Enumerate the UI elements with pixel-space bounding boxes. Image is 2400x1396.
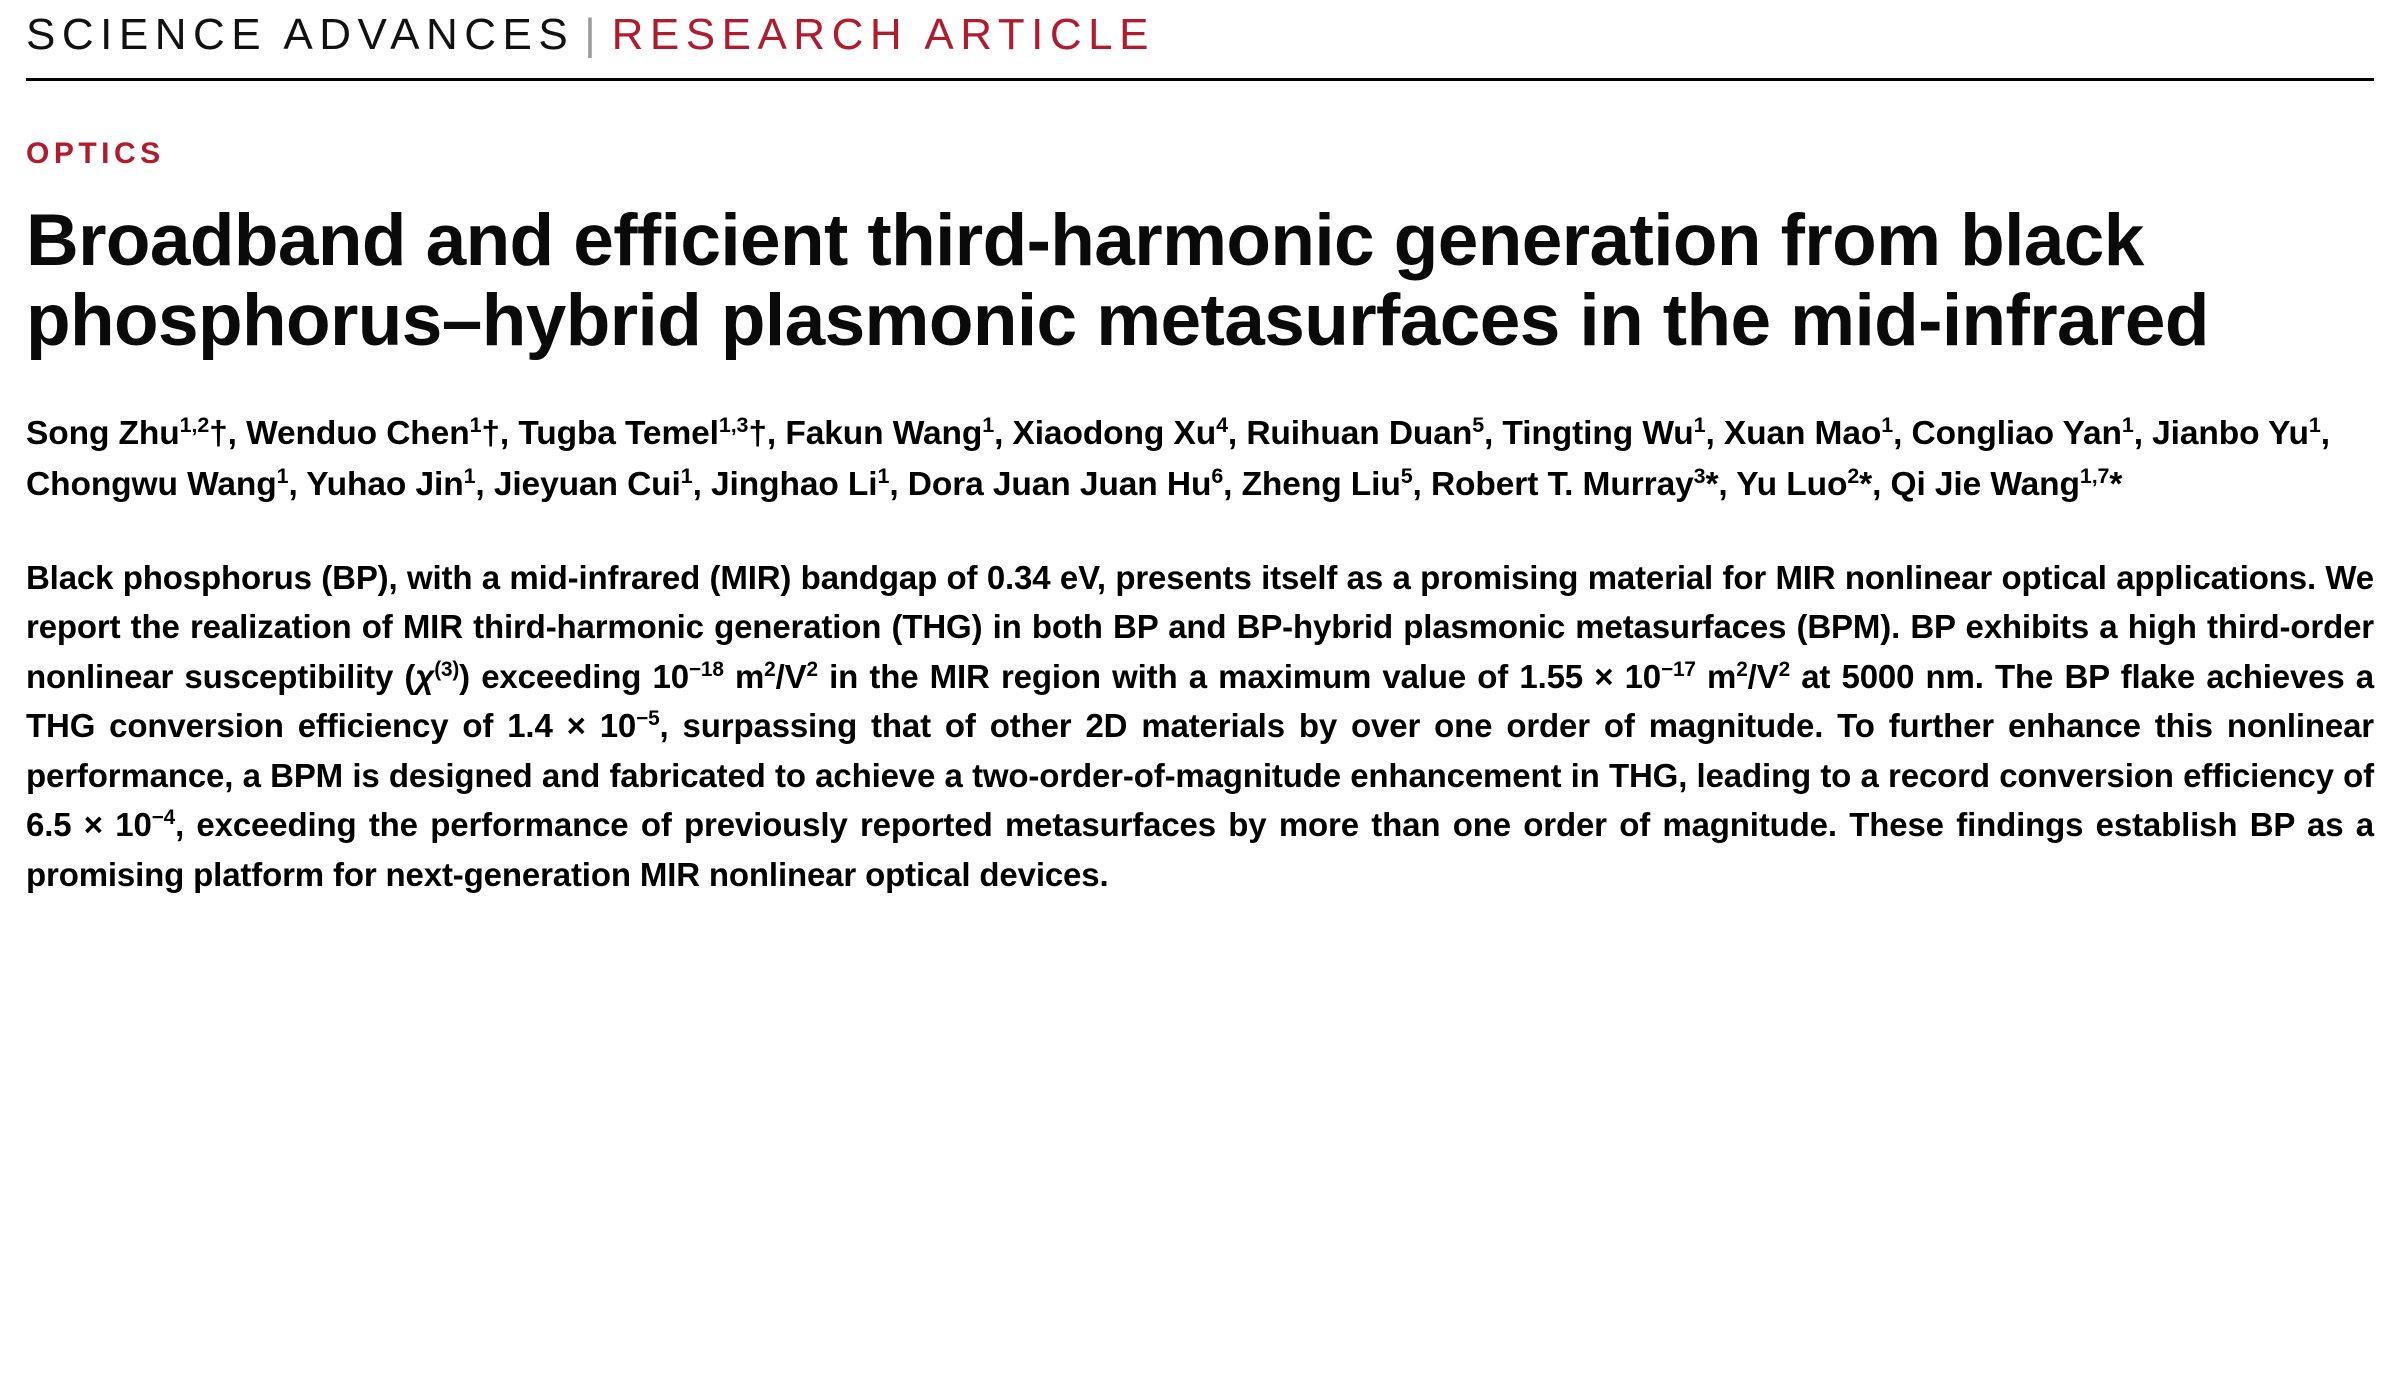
article-type-label: RESEARCH ARTICLE — [611, 10, 1155, 59]
author-list: Song Zhu$^{1,2}$†, Wenduo Chen$^1$†, Tugba Temel$^{1,3}$†, Fakun Wang$^1$, Xiaodong Xu$^4$, Ruihuan Duan$^5$, Tingting Wu$^1$, Xuan Mao$^1$, Congliao Yan$^1$, Jianbo Yu$^1$, Chongwu Wang$^1$, Yuhao Jin$^1$, Jieyuan Cui$^1$, Jinghao Li$^1$, Dora Juan Juan Hu$^6$, Zheng Liu$^5$, Robert T. Murray$^3$*, Yu Luo$^2$*, Qi Jie Wang$^{1,7}$* — [26, 412, 2330, 503]
page-title: Broadband and efficient third-harmonic generation from black phosphorus–hybrid plasmonic metasurfaces in the mid-infrared — [26, 200, 2209, 361]
running-head — [26, 0, 2374, 78]
journal-name: SCIENCE ADVANCES — [26, 10, 575, 59]
header-divider — [26, 78, 2374, 81]
abstract-text: Black phosphorus (BP), with a mid-infrared (MIR) bandgap of 0.34 eV, presents itself as a promising material for MIR nonlinear optical applications. We report the realization of MIR third-harmonic generation (THG) in both BP and BP-hybrid plasmonic metasurfaces (BPM). BP exhibits a high third-order nonlinear susceptibility $(\chi^{(3)})$ exceeding $10^{-18}$ $m^2/V^2$ in the MIR region with a maximum value of $1.55 \times 10^{-17}$ $m^2/V^2$ at 5000 nm. The BP flake achieves a THG conversion efficiency of $1.4 \times 10^{-5}$, surpassing that of other 2D materials by over one order of magnitude. To further enhance this nonlinear performance, a BPM is designed and fabricated to achieve a two-order-of-magnitude enhancement in THG, leading to a record conversion efficiency of $6.5 \times 10^{-4}$, exceeding the performance of previously reported metasurfaces by more than one order of magnitude. These findings establish BP as a promising platform for next-generation MIR nonlinear optical devices. — [26, 558, 2375, 893]
subject-section-label: OPTICS — [26, 137, 165, 170]
running-head-separator: | — [584, 10, 596, 59]
